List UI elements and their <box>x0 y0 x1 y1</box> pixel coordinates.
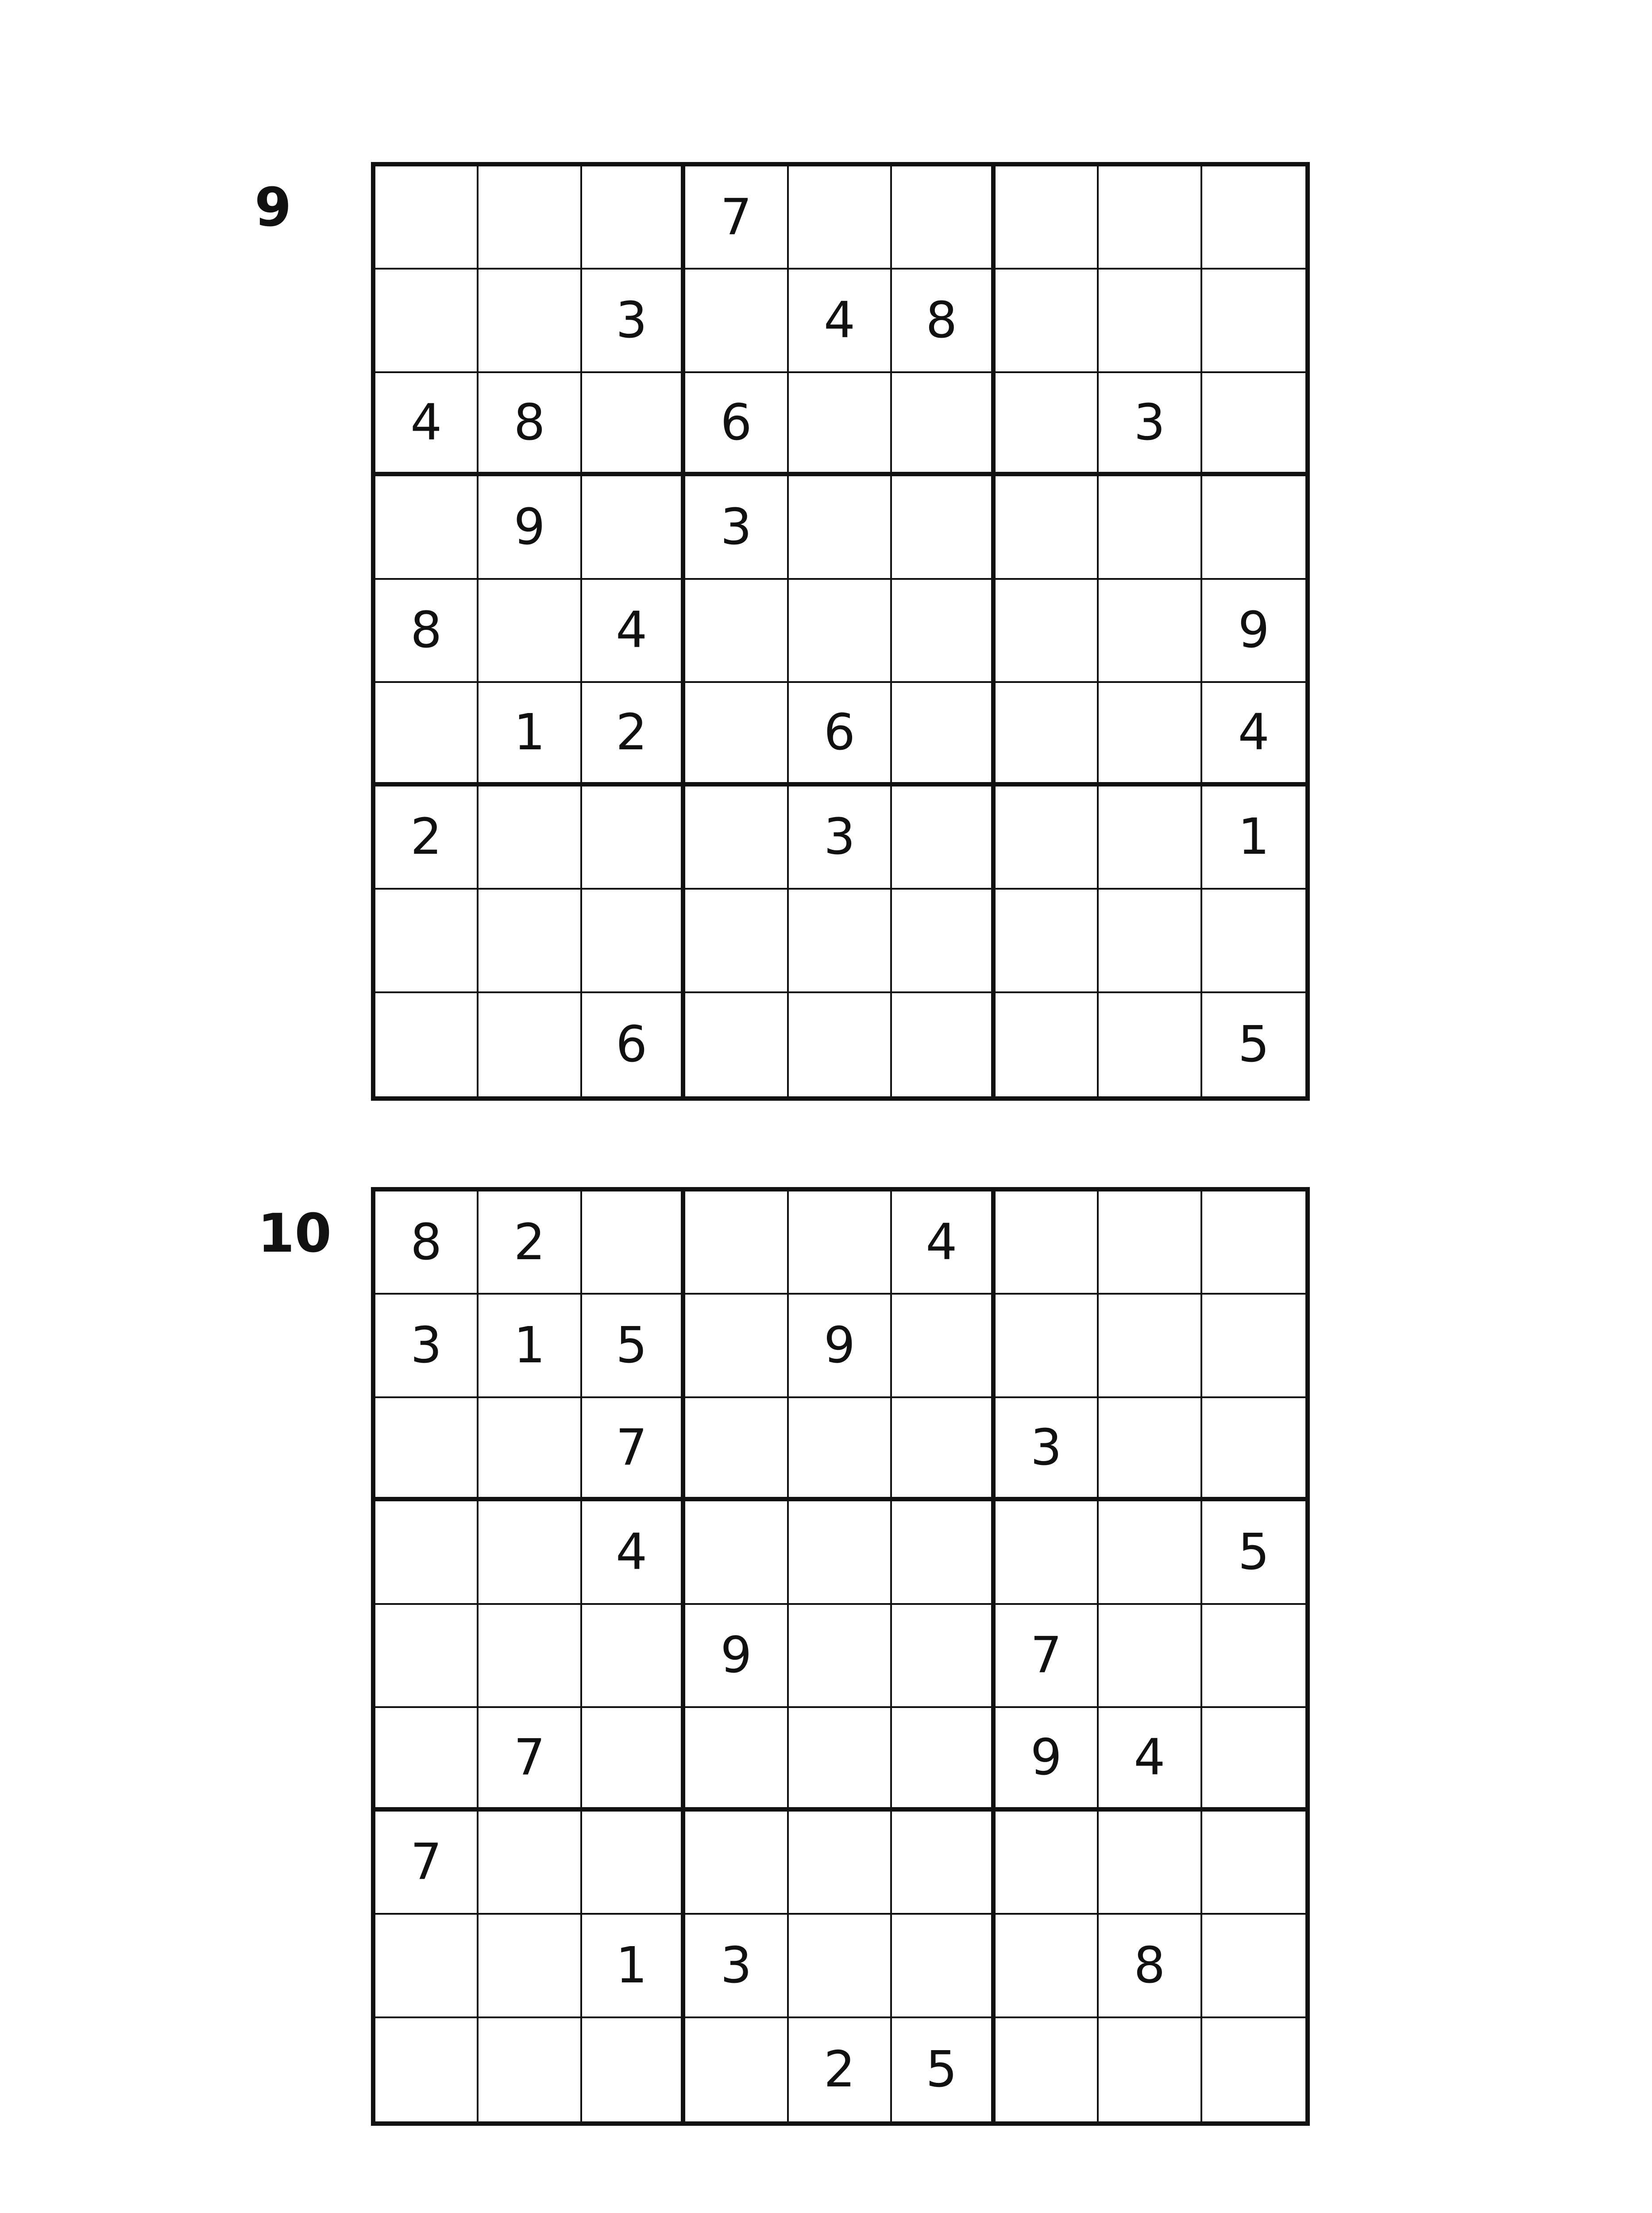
sudoku-cell-r1-c1[interactable] <box>375 166 479 270</box>
sudoku-cell-r5-c3[interactable]: 4 <box>582 580 685 683</box>
sudoku-cell-r1-c1[interactable]: 8 <box>375 1191 479 1295</box>
sudoku-cell-r4-c8[interactable] <box>1099 476 1202 579</box>
sudoku-cell-r1-c5[interactable] <box>789 166 892 270</box>
sudoku-cell-r9-c7[interactable] <box>996 2018 1099 2121</box>
sudoku-cell-r2-c9[interactable] <box>1202 270 1305 373</box>
sudoku-cell-r7-c9[interactable] <box>1202 1812 1305 1915</box>
sudoku-cell-r7-c3[interactable] <box>582 1812 685 1915</box>
sudoku-cell-r8-c5[interactable] <box>789 1915 892 2018</box>
sudoku-cell-r3-c2[interactable] <box>479 1398 582 1501</box>
sudoku-cell-r3-c9[interactable] <box>1202 373 1305 476</box>
sudoku-cell-r6-c8[interactable] <box>1099 683 1202 786</box>
sudoku-cell-r9-c5[interactable]: 2 <box>789 2018 892 2121</box>
sudoku-cell-r2-c3[interactable]: 5 <box>582 1295 685 1398</box>
sudoku-cell-r2-c2[interactable]: 1 <box>479 1295 582 1398</box>
sudoku-cell-r2-c1[interactable] <box>375 270 479 373</box>
sudoku-cell-r7-c5[interactable]: 3 <box>789 787 892 890</box>
sudoku-cell-r8-c5[interactable] <box>789 890 892 993</box>
sudoku-cell-r7-c6[interactable] <box>892 787 995 890</box>
sudoku-cell-r9-c2[interactable] <box>479 993 582 1096</box>
sudoku-cell-r6-c1[interactable] <box>375 1708 479 1811</box>
sudoku-cell-r6-c5[interactable]: 6 <box>789 683 892 786</box>
sudoku-cell-r8-c4[interactable]: 3 <box>685 1915 788 2018</box>
sudoku-cell-r2-c5[interactable]: 9 <box>789 1295 892 1398</box>
sudoku-cell-r2-c8[interactable] <box>1099 270 1202 373</box>
sudoku-cell-r8-c4[interactable] <box>685 890 788 993</box>
sudoku-cell-r4-c7[interactable] <box>996 1501 1099 1604</box>
sudoku-cell-r4-c4[interactable] <box>685 1501 788 1604</box>
sudoku-cell-r1-c8[interactable] <box>1099 1191 1202 1295</box>
sudoku-cell-r2-c4[interactable] <box>685 270 788 373</box>
sudoku-cell-r4-c9[interactable]: 5 <box>1202 1501 1305 1604</box>
sudoku-cell-r5-c8[interactable] <box>1099 580 1202 683</box>
sudoku-cell-r7-c8[interactable] <box>1099 1812 1202 1915</box>
sudoku-cell-r5-c6[interactable] <box>892 1605 995 1708</box>
sudoku-cell-r3-c5[interactable] <box>789 1398 892 1501</box>
sudoku-cell-r6-c1[interactable] <box>375 683 479 786</box>
sudoku-cell-r6-c7[interactable]: 9 <box>996 1708 1099 1811</box>
sudoku-grid <box>371 162 1310 1101</box>
sudoku-cell-r8-c9[interactable] <box>1202 1915 1305 2018</box>
sudoku-cell-r2-c8[interactable] <box>1099 1295 1202 1398</box>
sudoku-cell-r5-c4[interactable]: 9 <box>685 1605 788 1708</box>
sudoku-cell-r9-c6[interactable]: 5 <box>892 2018 995 2121</box>
sudoku-cell-r7-c5[interactable] <box>789 1812 892 1915</box>
sudoku-cell-r4-c2[interactable] <box>479 1501 582 1604</box>
sudoku-cell-r3-c7[interactable]: 3 <box>996 1398 1099 1501</box>
sudoku-cell-r3-c1[interactable]: 4 <box>375 373 479 476</box>
sudoku-cell-r5-c5[interactable] <box>789 1605 892 1708</box>
sudoku-cell-r5-c9[interactable] <box>1202 1605 1305 1708</box>
sudoku-cell-r9-c6[interactable] <box>892 993 995 1096</box>
sudoku-cell-r3-c3[interactable] <box>582 373 685 476</box>
sudoku-cell-r9-c1[interactable] <box>375 2018 479 2121</box>
sudoku-cell-r8-c2[interactable] <box>479 1915 582 2018</box>
puzzle-number: 9 <box>255 177 292 239</box>
sudoku-cell-r2-c3[interactable]: 3 <box>582 270 685 373</box>
sudoku-cell-r7-c8[interactable] <box>1099 787 1202 890</box>
sudoku-cell-r3-c8[interactable] <box>1099 1398 1202 1501</box>
sudoku-cell-r3-c4[interactable] <box>685 1398 788 1501</box>
sudoku-cell-r3-c3[interactable]: 7 <box>582 1398 685 1501</box>
sudoku-cell-r2-c6[interactable] <box>892 1295 995 1398</box>
sudoku-cell-r5-c3[interactable] <box>582 1605 685 1708</box>
sudoku-cell-r5-c1[interactable] <box>375 1605 479 1708</box>
sudoku-cell-r9-c4[interactable] <box>685 993 788 1096</box>
sudoku-cell-r7-c3[interactable] <box>582 787 685 890</box>
sudoku-cell-r6-c9[interactable]: 4 <box>1202 683 1305 786</box>
sudoku-cell-r6-c9[interactable] <box>1202 1708 1305 1811</box>
sudoku-cell-r2-c9[interactable] <box>1202 1295 1305 1398</box>
sudoku-cell-r2-c2[interactable] <box>479 270 582 373</box>
sudoku-cell-r6-c3[interactable]: 2 <box>582 683 685 786</box>
sudoku-cell-r7-c9[interactable]: 1 <box>1202 787 1305 890</box>
sudoku-cell-r7-c4[interactable] <box>685 787 788 890</box>
sudoku-cell-r8-c1[interactable] <box>375 1915 479 2018</box>
sudoku-cell-r6-c6[interactable] <box>892 683 995 786</box>
sudoku-cell-r6-c7[interactable] <box>996 683 1099 786</box>
sudoku-cell-r9-c1[interactable] <box>375 993 479 1096</box>
sudoku-cell-r9-c4[interactable] <box>685 2018 788 2121</box>
sudoku-cell-r8-c8[interactable] <box>1099 890 1202 993</box>
sudoku-cell-r9-c2[interactable] <box>479 2018 582 2121</box>
sudoku-cell-r7-c4[interactable] <box>685 1812 788 1915</box>
sudoku-cell-r6-c6[interactable] <box>892 1708 995 1811</box>
sudoku-cell-r3-c6[interactable] <box>892 1398 995 1501</box>
sudoku-cell-r4-c3[interactable] <box>582 476 685 579</box>
sudoku-cell-r5-c7[interactable] <box>996 580 1099 683</box>
sudoku-cell-r6-c4[interactable] <box>685 1708 788 1811</box>
sudoku-cell-r8-c8[interactable]: 8 <box>1099 1915 1202 2018</box>
sudoku-cell-r1-c3[interactable] <box>582 1191 685 1295</box>
sudoku-cell-r1-c2[interactable] <box>479 166 582 270</box>
sudoku-cell-r2-c6[interactable]: 8 <box>892 270 995 373</box>
sudoku-cell-r4-c8[interactable] <box>1099 1501 1202 1604</box>
sudoku-cell-r2-c7[interactable] <box>996 270 1099 373</box>
sudoku-cell-r8-c6[interactable] <box>892 890 995 993</box>
sudoku-cell-r1-c7[interactable] <box>996 166 1099 270</box>
sudoku-cell-r9-c8[interactable] <box>1099 993 1202 1096</box>
sudoku-cell-r9-c3[interactable]: 6 <box>582 993 685 1096</box>
sudoku-cell-r4-c6[interactable] <box>892 476 995 579</box>
sudoku-cell-r9-c3[interactable] <box>582 2018 685 2121</box>
sudoku-cell-r8-c2[interactable] <box>479 890 582 993</box>
sudoku-cells <box>375 166 1305 1096</box>
sudoku-cell-r3-c5[interactable] <box>789 373 892 476</box>
sudoku-cell-r1-c6[interactable] <box>892 166 995 270</box>
sudoku-cell-r3-c7[interactable] <box>996 373 1099 476</box>
sudoku-cell-r9-c9[interactable]: 5 <box>1238 1016 1270 1074</box>
sudoku-cell-r6-c5[interactable] <box>789 1708 892 1811</box>
sudoku-cell-r5-c2[interactable] <box>479 580 582 683</box>
sudoku-cell-r7-c2[interactable] <box>479 1812 582 1915</box>
sudoku-cell-r3-c9[interactable] <box>1202 1398 1305 1501</box>
sudoku-cell-r7-c7[interactable] <box>996 787 1099 890</box>
sudoku-cell-r5-c1[interactable]: 8 <box>375 580 479 683</box>
sudoku-cell-r2-c1[interactable]: 3 <box>375 1295 479 1398</box>
sudoku-cell-r2-c5[interactable]: 4 <box>789 270 892 373</box>
sudoku-cell-r4-c4[interactable]: 3 <box>685 476 788 579</box>
sudoku-cell-r8-c1[interactable] <box>375 890 479 993</box>
sudoku-cell-r3-c4[interactable]: 6 <box>685 373 788 476</box>
sudoku-cell-r5-c5[interactable] <box>789 580 892 683</box>
sudoku-cell-r8-c3[interactable]: 1 <box>582 1915 685 2018</box>
sudoku-cell-r3-c6[interactable] <box>892 373 995 476</box>
sudoku-cell-r8-c7[interactable] <box>996 1915 1099 2018</box>
sudoku-cell-r7-c6[interactable] <box>892 1812 995 1915</box>
sudoku-cell-r4-c5[interactable] <box>789 476 892 579</box>
sudoku-cell-r8-c7[interactable] <box>996 890 1099 993</box>
sudoku-cell-r1-c4[interactable] <box>685 1191 788 1295</box>
sudoku-cell-r8-c3[interactable] <box>582 890 685 993</box>
sudoku-cell-r6-c4[interactable] <box>685 683 788 786</box>
sudoku-cell-r5-c4[interactable] <box>685 580 788 683</box>
sudoku-cell-r7-c1[interactable]: 7 <box>375 1812 479 1915</box>
sudoku-cell-r4-c5[interactable] <box>789 1501 892 1604</box>
sudoku-cell-r6-c2[interactable]: 7 <box>479 1708 582 1811</box>
sudoku-cell-r8-c9[interactable] <box>1202 890 1305 993</box>
sudoku-cell-r1-c9[interactable] <box>1202 1191 1305 1295</box>
sudoku-cell-r4-c7[interactable] <box>996 476 1099 579</box>
sudoku-cell-r5-c8[interactable] <box>1099 1605 1202 1708</box>
sudoku-cell-r6-c2[interactable]: 1 <box>479 683 582 786</box>
sudoku-cell-r4-c1[interactable] <box>375 1501 479 1604</box>
sudoku-cell-r9-c5[interactable] <box>789 993 892 1096</box>
sudoku-cell-r4-c9[interactable] <box>1202 476 1305 579</box>
sudoku-cell-r1-c8[interactable] <box>1099 166 1202 270</box>
sudoku-cell-r6-c3[interactable] <box>582 1708 685 1811</box>
sudoku-cell-r9-c9[interactable] <box>1202 2018 1305 2121</box>
sudoku-cell-r9-c8[interactable] <box>1099 2018 1202 2121</box>
sudoku-cell-r3-c8[interactable]: 3 <box>1099 373 1202 476</box>
sudoku-cell-r4-c3[interactable]: 4 <box>582 1501 685 1604</box>
sudoku-cell-r3-c2[interactable]: 8 <box>479 373 582 476</box>
sudoku-cell-r4-c2[interactable]: 9 <box>479 476 582 579</box>
sudoku-cell-r4-c1[interactable] <box>375 476 479 579</box>
sudoku-cell-r1-c6[interactable]: 4 <box>892 1191 995 1295</box>
sudoku-cells <box>375 1191 1305 2121</box>
sudoku-cell-r2-c7[interactable] <box>996 1295 1099 1398</box>
sudoku-cell-r1-c7[interactable] <box>996 1191 1099 1295</box>
sudoku-cell-r2-c4[interactable] <box>685 1295 788 1398</box>
sudoku-grid <box>371 1187 1310 2126</box>
sudoku-cell-r5-c6[interactable] <box>892 580 995 683</box>
sudoku-cell-r6-c8[interactable]: 4 <box>1099 1708 1202 1811</box>
sudoku-cell-r3-c1[interactable] <box>375 1398 479 1501</box>
sudoku-cell-r7-c1[interactable]: 2 <box>375 787 479 890</box>
puzzle-number: 10 <box>258 1203 332 1265</box>
sudoku-cell-r5-c2[interactable] <box>479 1605 582 1708</box>
sudoku-cell-r5-c7[interactable]: 7 <box>996 1605 1099 1708</box>
sudoku-cell-r7-c7[interactable] <box>996 1812 1099 1915</box>
sudoku-cell-r1-c5[interactable] <box>789 1191 892 1295</box>
sudoku-cell-r7-c2[interactable] <box>479 787 582 890</box>
sudoku-cell-r5-c9[interactable]: 9 <box>1202 580 1305 683</box>
sudoku-cell-r4-c6[interactable] <box>892 1501 995 1604</box>
sudoku-cell-r1-c3[interactable] <box>582 166 685 270</box>
sudoku-cell-r9-c7[interactable] <box>996 993 1099 1096</box>
sudoku-cell-r1-c4[interactable]: 7 <box>685 166 788 270</box>
sudoku-cell-r1-c2[interactable]: 2 <box>479 1191 582 1295</box>
sudoku-cell-r8-c6[interactable] <box>892 1915 995 2018</box>
sudoku-cell-r1-c9[interactable] <box>1202 166 1305 270</box>
